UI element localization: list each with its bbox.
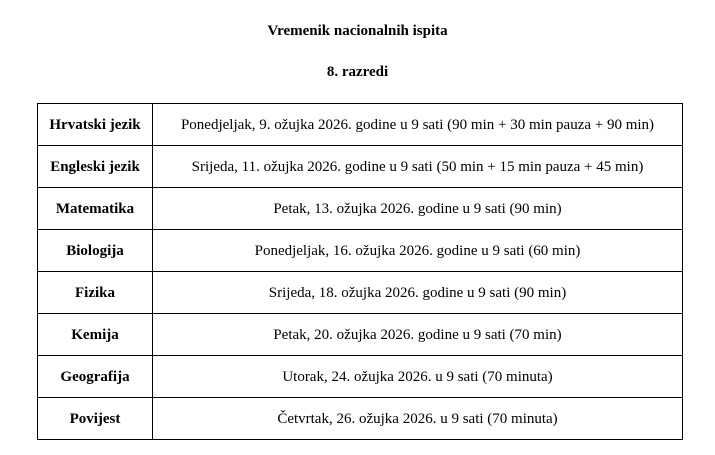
table-row (38, 398, 683, 440)
subject-cell: Biologija (38, 230, 153, 272)
date-cell: Ponedjeljak, 16. ožujka 2026. godine u 9 sati (60 min) (153, 230, 683, 272)
date-cell: Ponedjeljak, 9. ožujka 2026. godine u 9 sati (90 min + 30 min pauza + 90 min) (153, 104, 683, 146)
page-subtitle: 8. razredi (326, 64, 389, 80)
date-cell: Četvrtak, 26. ožujka 2026. u 9 sati (70 minuta) (153, 398, 683, 440)
page-title: Vremenik nacionalnih ispita (267, 23, 448, 39)
subject-cell: Engleski jezik (38, 146, 153, 188)
table-row (38, 146, 683, 188)
subject-cell: Kemija (38, 314, 153, 356)
table-row (38, 188, 683, 230)
date-cell: Utorak, 24. ožujka 2026. u 9 sati (70 minuta) (153, 356, 683, 398)
table-row (38, 272, 683, 314)
date-cell: Petak, 20. ožujka 2026. godine u 9 sati (70 min) (153, 314, 683, 356)
subject-cell: Matematika (38, 188, 153, 230)
table-row (38, 314, 683, 356)
subject-cell: Hrvatski jezik (38, 104, 153, 146)
table-row (38, 356, 683, 398)
subject-cell: Povijest (38, 398, 153, 440)
date-cell: Srijeda, 11. ožujka 2026. godine u 9 sati (50 min + 15 min pauza + 45 min) (153, 146, 683, 188)
date-cell: Srijeda, 18. ožujka 2026. godine u 9 sati (90 min) (153, 272, 683, 314)
subject-cell: Fizika (38, 272, 153, 314)
table-row (38, 104, 683, 146)
subject-cell: Geografija (38, 356, 153, 398)
exam-schedule-table (37, 103, 683, 440)
date-cell: Petak, 13. ožujka 2026. godine u 9 sati (90 min) (153, 188, 683, 230)
table-row (38, 230, 683, 272)
